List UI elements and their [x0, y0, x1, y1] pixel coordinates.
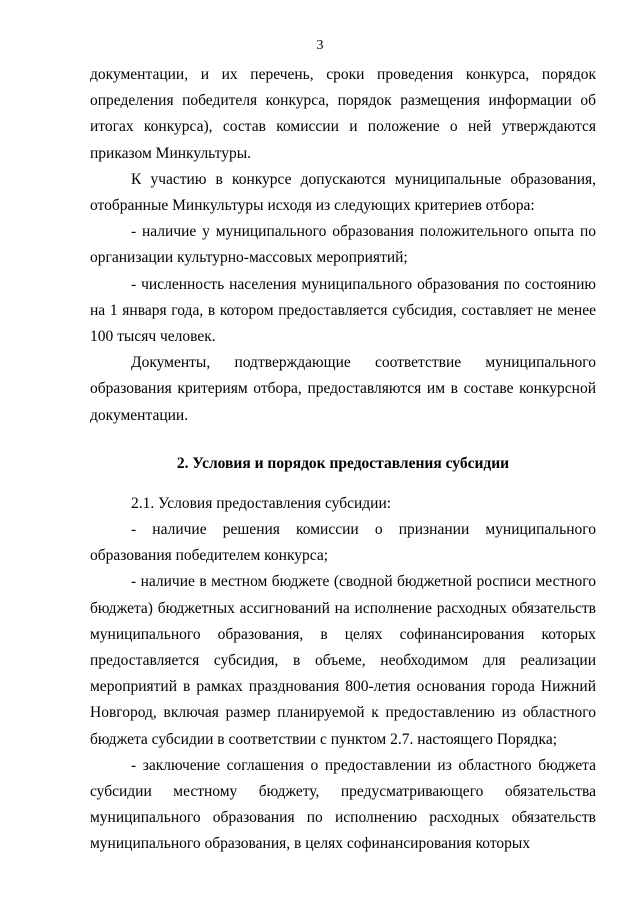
- list-item: - численность населения муниципального образования по состоянию на 1 января года, в котором предоставляется субсидия, составляет не менее 100 тысяч человек.: [90, 275, 596, 346]
- document-body: [90, 62, 596, 858]
- paragraph: Документы, подтверждающие соответствие муниципального образования критериям отбора, предоставляются им в составе конкурсной документации.: [90, 354, 596, 424]
- paragraph: документации, и их перечень, сроки проведения конкурса, порядок определения победителя конкурса, порядок размещения информации об итогах конкурса), состав комиссии и положение о ней утверждаются приказом Минкультуры.: [90, 66, 596, 162]
- list-item: - наличие решения комиссии о признании муниципального образования победителем конкурса;: [90, 521, 596, 565]
- list-item: - заключение соглашения о предоставлении из областного бюджета субсидии местному бюджету, предусматривающего обязательства муниципального образования по исполнению расходных обязательств муниципального образования, в целях софинансирования которых: [90, 756, 596, 853]
- subsection-heading: 2.1. Условия предоставления субсидии:: [131, 494, 392, 512]
- section-heading: 2. Условия и порядок предоставления субсидии: [176, 454, 510, 472]
- paragraph: К участию в конкурсе допускаются муниципальные образования, отобранные Минкультуры исходя из следующих критериев отбора:: [90, 170, 596, 215]
- list-item: - наличие в местном бюджете (сводной бюджетной росписи местного бюджета) бюджетных ассигнований на исполнение расходных обязательств муниципального образования, в целях софинансирования которых предоставляется субсидия, в объеме, необходимом для реализации мероприятий в рамках празднования 800-летия основания города Нижний Новгород, включая размер планируемой к предоставлению из областного бюджета субсидии в соответствии с пунктом 2.7. настоящего Порядка;: [90, 573, 596, 748]
- list-item: - наличие у муниципального образования положительного опыта по организации культурно-массовых мероприятий;: [90, 223, 596, 267]
- page-number: 3: [316, 38, 324, 53]
